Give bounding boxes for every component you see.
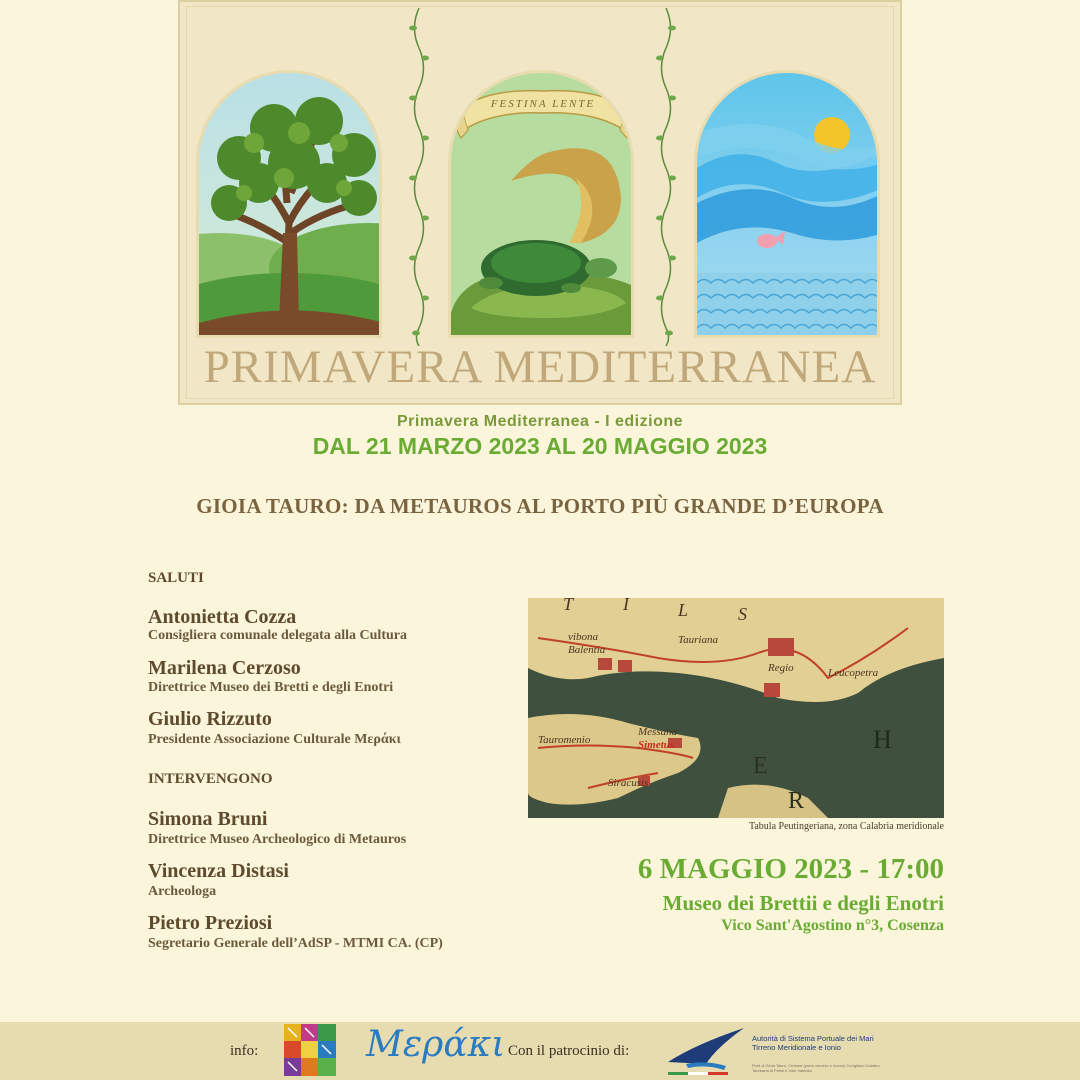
svg-text:Siracusis: Siracusis: [608, 777, 649, 789]
svg-text:Regio: Regio: [768, 662, 794, 674]
svg-text:T: T: [563, 598, 574, 614]
event-title: PRIMAVERA MEDITERRANEA: [203, 341, 877, 393]
patronage-label: Con il patrocinio di:: [508, 1043, 630, 1059]
svg-text:S: S: [738, 604, 747, 624]
saluti-heading: SALUTI: [148, 570, 204, 586]
tabula-peutingeriana-map: [528, 598, 944, 818]
mosaic-logo-icon: [284, 1024, 336, 1076]
festival-dates: DAL 21 MARZO 2023 AL 20 MAGGIO 2023: [312, 433, 768, 459]
speaker-role: Direttrice Museo dei Bretti e degli Enotri: [148, 680, 394, 695]
port-authority-logo-icon: [666, 1024, 746, 1076]
meraki-logo: Μεράκι: [366, 1024, 506, 1065]
speaker-role: Presidente Associazione Culturale Μεράκι: [148, 732, 401, 747]
speaker-name: Vincenza Distasi: [148, 860, 289, 882]
svg-text:Balentia: Balentia: [568, 644, 606, 656]
speaker-name: Giulio Rizzuto: [148, 708, 272, 730]
ancient-map-icon: [528, 598, 944, 818]
map-caption: Tabula Peutingeriana, zona Calabria meridionale: [748, 821, 944, 832]
speaker-name: Marilena Cerzoso: [148, 657, 301, 679]
speaker-name: Antonietta Cozza: [148, 606, 297, 628]
talk-title: GIOIA TAURO: DA METAUROS AL PORTO PIÙ GRANDE D’EUROPA: [196, 494, 884, 518]
speaker-name: Pietro Preziosi: [148, 912, 273, 934]
tree-icon: [199, 73, 382, 338]
sea-arch-illustration: [694, 70, 880, 338]
svg-text:Tauromenio: Tauromenio: [538, 734, 591, 746]
svg-text:FESTINA LENTE: FESTINA LENTE: [490, 98, 596, 110]
svg-text:I: I: [623, 598, 629, 614]
svg-text:H: H: [873, 725, 892, 754]
turtle-arch-illustration: [448, 70, 634, 338]
turtle-sail-icon: [451, 73, 634, 338]
speaker-role: Direttrice Museo Archeologico di Metauros: [148, 832, 407, 847]
svg-text:Simetus: Simetus: [638, 739, 675, 751]
speaker-role: Archeologa: [148, 884, 217, 899]
speaker-role: Consigliera comunale delegata alla Cultura: [148, 628, 407, 643]
svg-text:Tauriana: Tauriana: [678, 634, 718, 646]
vine-ornament-icon: [408, 8, 430, 346]
svg-text:vibona: vibona: [568, 631, 598, 643]
event-date-time: 6 MAGGIO 2023 - 17:00: [637, 853, 944, 885]
tree-arch-illustration: [196, 70, 382, 338]
sun-and-waves-icon: [697, 73, 880, 338]
event-address: Vico Sant'Agostino n°3, Cosenza: [721, 917, 944, 934]
svg-text:L: L: [678, 600, 689, 620]
speaker-role: Segretario Generale dell’AdSP - MTMI CA. (CP): [148, 936, 443, 951]
svg-text:E: E: [753, 753, 768, 779]
info-label: info:: [230, 1043, 259, 1059]
speaker-name: Simona Bruni: [148, 808, 268, 830]
port-authority-ports: Porti di Gioia Tauro, Crotone (porto vecchio e nuovo) Corigliano Calabro, Taureana di Palmi e Vibo Valentia: [752, 1063, 881, 1073]
intervengono-heading: INTERVENGONO: [148, 771, 273, 787]
event-venue: Museo dei Brettii e degli Enotri: [662, 891, 944, 915]
edition-label: Primavera Mediterranea - I edizione: [396, 413, 684, 430]
vine-ornament-icon: [655, 8, 677, 346]
svg-text:R: R: [788, 788, 805, 814]
svg-text:Messana: Messana: [638, 726, 678, 738]
svg-text:Leucopetra: Leucopetra: [828, 667, 879, 679]
port-authority-text: Autorità di Sistema Portuale dei Mari Tirreno Meridionale e Ionio: [752, 1034, 874, 1052]
